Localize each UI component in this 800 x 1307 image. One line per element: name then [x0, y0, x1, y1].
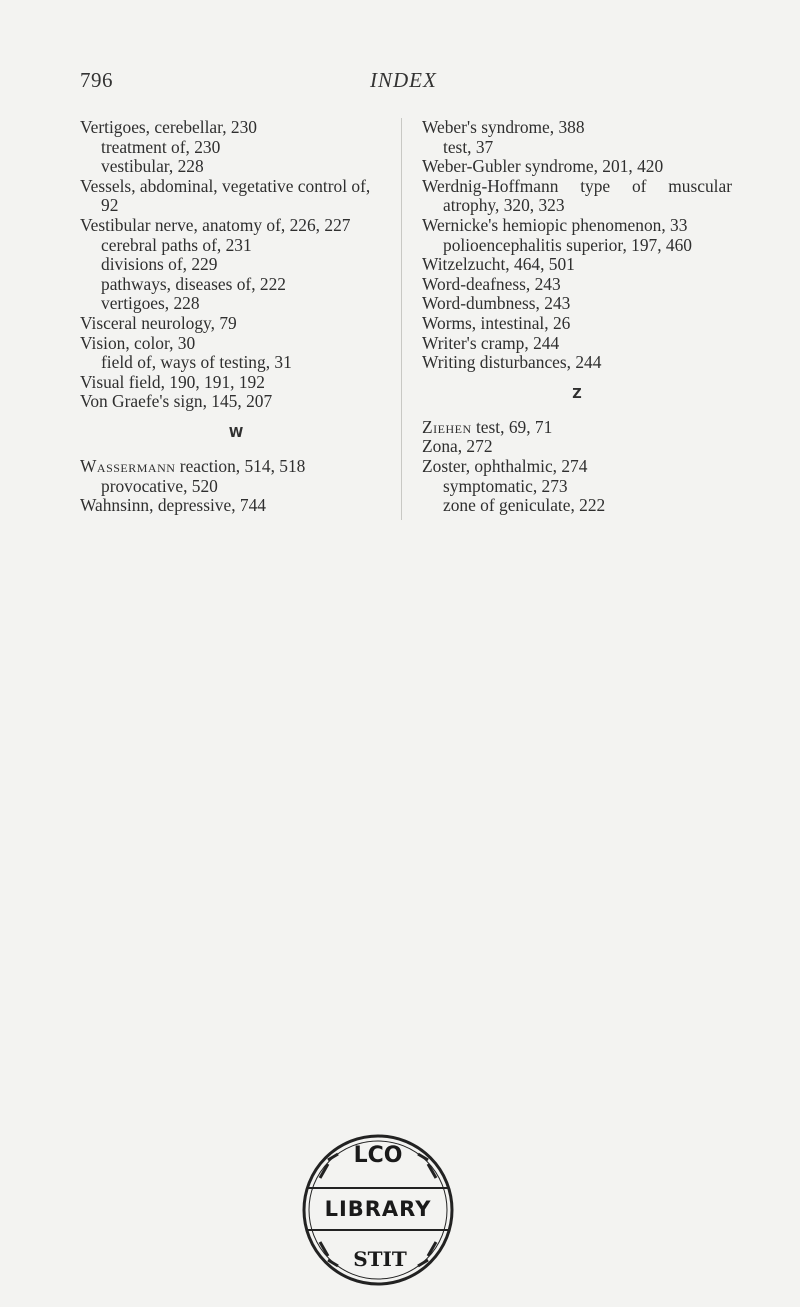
index-column-left [80, 118, 392, 516]
page-title: INDEX [370, 68, 437, 92]
stamp-bottom-letters: STIT [353, 1247, 407, 1271]
index-subentry: pathways, diseases of, 222 [101, 273, 286, 294]
index-entry: Vision, color, 30 [80, 332, 196, 353]
index-entry [422, 418, 732, 438]
index-entry: Von Graefe's sign, 145, 207 [80, 391, 273, 412]
index-entry: Vessels, abdominal, vegetative control of, [80, 175, 371, 196]
entry-text: reaction, 514, 518 [175, 455, 306, 476]
index-entry: Vestibular nerve, anatomy of, 226, 227 [80, 214, 351, 235]
index-subentry: zone of geniculate, 222 [443, 495, 606, 516]
index-entry: Word-dumbness, 243 [422, 293, 571, 314]
index-subentry: polioencephalitis superior, 197, 460 [443, 234, 693, 255]
section-letter-w: W [228, 425, 244, 441]
index-subentry: atrophy, 320, 323 [443, 195, 565, 216]
index-entry: Wernicke's hemiopic phenomenon, 33 [422, 214, 688, 235]
column-divider [401, 118, 402, 520]
index-entry-continuation: 92 [101, 195, 119, 216]
index-entry: Witzelzucht, 464, 501 [422, 254, 575, 275]
index-subentry: provocative, 520 [101, 475, 218, 496]
index-entry: Word-deafness, 243 [422, 273, 561, 294]
index-column-right [422, 118, 732, 516]
index-subentry: vestibular, 228 [101, 156, 204, 177]
index-subentry: test, 37 [443, 136, 494, 157]
index-entry: Visceral neurology, 79 [80, 312, 237, 333]
index-entry: Zona, 272 [422, 436, 493, 457]
index-entry: Weber-Gubler syndrome, 201, 420 [422, 156, 664, 177]
index-subentry: treatment of, 230 [101, 136, 221, 157]
index-subentry: vertigoes, 228 [101, 293, 200, 314]
index-entry: Werdnig-Hoffmann type of muscular [422, 175, 732, 196]
index-entry: Writer's cramp, 244 [422, 332, 560, 353]
index-entry: Writing disturbances, 244 [422, 352, 602, 373]
index-subentry: cerebral paths of, 231 [101, 234, 252, 255]
index-subentry: symptomatic, 273 [443, 475, 568, 496]
library-stamp-icon [298, 1130, 458, 1290]
stamp-top-letters: LCO [353, 1143, 403, 1168]
index-subentry: field of, ways of testing, 31 [101, 352, 292, 373]
index-entry: Wahnsinn, depressive, 744 [80, 495, 266, 516]
index-entry: Weber's syndrome, 388 [422, 117, 585, 137]
small-caps-term: Wassermann [80, 455, 176, 476]
index-entry: Zoster, ophthalmic, 274 [422, 455, 588, 476]
index-subentry: divisions of, 229 [101, 254, 218, 275]
index-entry: Worms, intestinal, 26 [422, 312, 571, 333]
page-number: 796 [80, 68, 113, 92]
section-letter-z: Z [572, 386, 582, 402]
small-caps-term: Ziehen [422, 416, 472, 437]
stamp-label: LIBRARY [324, 1197, 432, 1221]
index-entry [80, 457, 392, 477]
index-entry: Vertigoes, cerebellar, 230 [80, 117, 257, 137]
index-entry: Visual field, 190, 191, 192 [80, 371, 265, 392]
entry-text: test, 69, 71 [471, 416, 553, 437]
